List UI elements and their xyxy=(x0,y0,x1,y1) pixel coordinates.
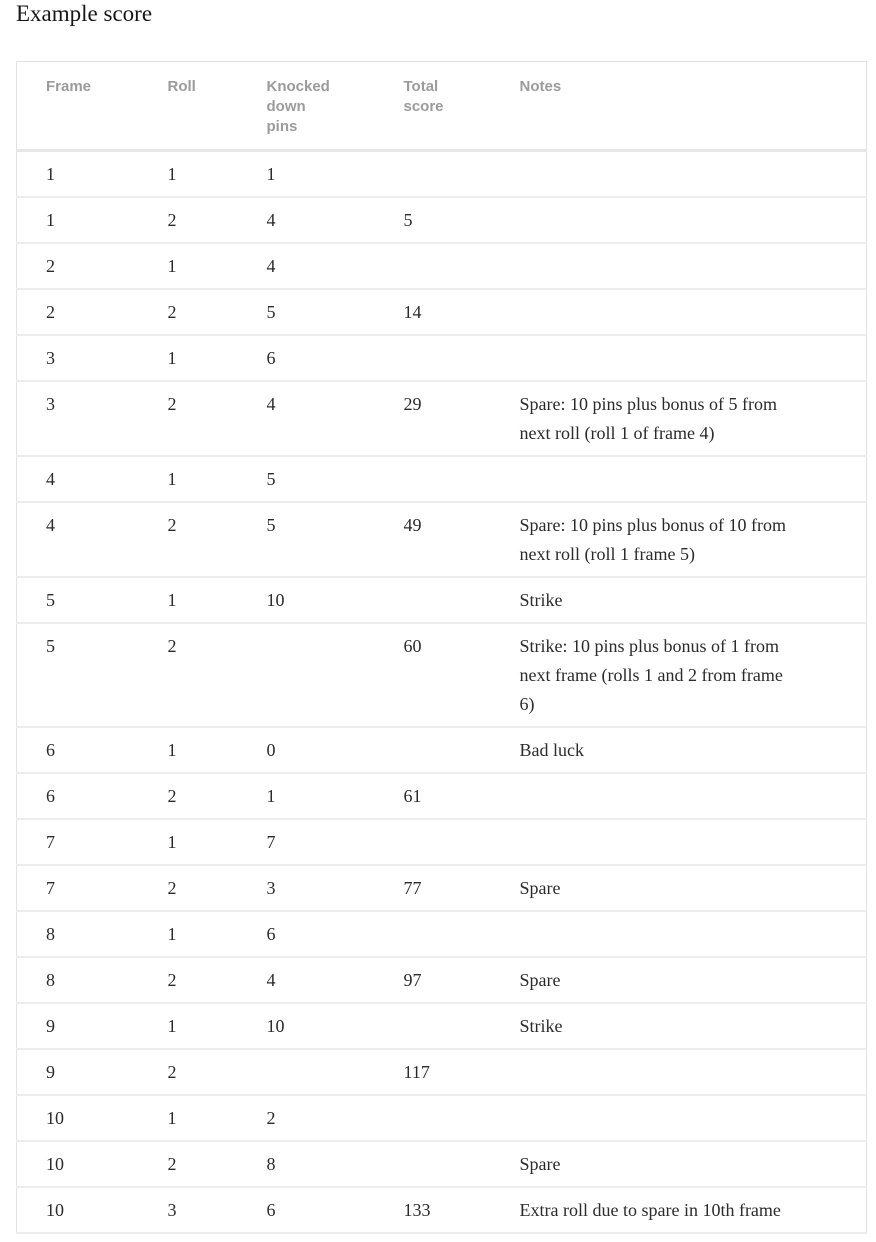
table-cell-notes: Spare xyxy=(491,957,867,1003)
column-header-total-score xyxy=(375,62,491,151)
table-cell-knocked-down-pins xyxy=(238,1049,375,1095)
table-row xyxy=(17,335,867,381)
table-cell-roll: 1 xyxy=(139,151,238,198)
table-cell-frame: 9 xyxy=(17,1049,139,1095)
table-row xyxy=(17,1187,867,1233)
table-cell-roll: 2 xyxy=(139,197,238,243)
table-cell-total-score: 5 xyxy=(375,197,491,243)
table-cell-total-score xyxy=(375,243,491,289)
table-cell-roll: 1 xyxy=(139,335,238,381)
table-cell-frame: 1 xyxy=(17,197,139,243)
table-row xyxy=(17,289,867,335)
table-row xyxy=(17,1049,867,1095)
table-cell-notes: Spare xyxy=(491,865,867,911)
table-cell-knocked-down-pins: 8 xyxy=(238,1141,375,1187)
table-cell-knocked-down-pins: 10 xyxy=(238,577,375,623)
table-cell-frame: 3 xyxy=(17,335,139,381)
table-row xyxy=(17,1003,867,1049)
table-cell-notes xyxy=(491,335,867,381)
column-header-roll xyxy=(139,62,238,151)
table-row xyxy=(17,957,867,1003)
table-cell-roll: 2 xyxy=(139,381,238,456)
table-row xyxy=(17,456,867,502)
table-row xyxy=(17,1141,867,1187)
table-cell-frame: 6 xyxy=(17,727,139,773)
table-cell-total-score xyxy=(375,151,491,198)
table-cell-notes xyxy=(491,911,867,957)
table-row xyxy=(17,865,867,911)
table-cell-roll: 2 xyxy=(139,502,238,577)
table-cell-knocked-down-pins: 7 xyxy=(238,819,375,865)
page-title: Example score xyxy=(16,1,153,26)
table-cell-roll: 1 xyxy=(139,1003,238,1049)
table-cell-roll: 1 xyxy=(139,1095,238,1141)
table-cell-roll: 1 xyxy=(139,456,238,502)
table-cell-knocked-down-pins: 4 xyxy=(238,197,375,243)
table-cell-notes xyxy=(491,1095,867,1141)
table-cell-notes: Strike: 10 pins plus bonus of 1 from next frame (rolls 1 and 2 from frame 6) xyxy=(491,623,867,727)
table-cell-frame: 4 xyxy=(17,456,139,502)
column-header-roll-label: Roll xyxy=(167,78,196,95)
table-row xyxy=(17,151,867,198)
table-cell-knocked-down-pins: 5 xyxy=(238,502,375,577)
table-cell-frame: 8 xyxy=(17,957,139,1003)
column-header-notes xyxy=(491,62,867,151)
table-cell-notes xyxy=(491,289,867,335)
table-cell-knocked-down-pins: 5 xyxy=(238,289,375,335)
table-cell-notes xyxy=(491,151,867,198)
table-cell-notes: Strike xyxy=(491,577,867,623)
table-cell-frame: 5 xyxy=(17,577,139,623)
table-cell-roll: 2 xyxy=(139,957,238,1003)
table-cell-total-score xyxy=(375,819,491,865)
table-cell-notes xyxy=(491,1049,867,1095)
table-cell-total-score: 77 xyxy=(375,865,491,911)
table-row xyxy=(17,911,867,957)
table-cell-notes: Spare: 10 pins plus bonus of 10 from next roll (roll 1 frame 5) xyxy=(491,502,867,577)
table-row xyxy=(17,197,867,243)
table-cell-notes xyxy=(491,819,867,865)
table-cell-roll: 1 xyxy=(139,243,238,289)
table-cell-roll: 1 xyxy=(139,727,238,773)
table-cell-roll: 2 xyxy=(139,865,238,911)
table-cell-frame: 8 xyxy=(17,911,139,957)
table-row xyxy=(17,623,867,727)
table-cell-frame: 10 xyxy=(17,1095,139,1141)
table-cell-total-score xyxy=(375,577,491,623)
table-cell-frame: 5 xyxy=(17,623,139,727)
table-cell-knocked-down-pins: 0 xyxy=(238,727,375,773)
table-cell-frame: 2 xyxy=(17,289,139,335)
table-cell-frame: 7 xyxy=(17,819,139,865)
column-header-knocked-down-pins-label: Knocked down pins xyxy=(266,78,330,135)
table-cell-frame: 9 xyxy=(17,1003,139,1049)
table-cell-notes xyxy=(491,773,867,819)
table-row xyxy=(17,577,867,623)
table-cell-notes xyxy=(491,243,867,289)
table-cell-total-score: 49 xyxy=(375,502,491,577)
table-cell-frame: 7 xyxy=(17,865,139,911)
table-cell-frame: 1 xyxy=(17,151,139,198)
table-cell-total-score: 29 xyxy=(375,381,491,456)
table-cell-knocked-down-pins: 10 xyxy=(238,1003,375,1049)
table-cell-roll: 2 xyxy=(139,1141,238,1187)
header-row xyxy=(17,62,867,151)
column-header-frame xyxy=(17,62,139,151)
table-cell-total-score: 117 xyxy=(375,1049,491,1095)
table-cell-knocked-down-pins: 5 xyxy=(238,456,375,502)
table-row xyxy=(17,727,867,773)
table-cell-roll: 2 xyxy=(139,773,238,819)
table-cell-knocked-down-pins: 3 xyxy=(238,865,375,911)
table-cell-notes: Strike xyxy=(491,1003,867,1049)
table-cell-total-score xyxy=(375,1141,491,1187)
table-cell-knocked-down-pins: 6 xyxy=(238,335,375,381)
table-cell-roll: 2 xyxy=(139,623,238,727)
table-cell-notes: Spare xyxy=(491,1141,867,1187)
table-cell-knocked-down-pins: 4 xyxy=(238,243,375,289)
column-header-frame-label: Frame xyxy=(46,78,92,95)
table-cell-knocked-down-pins: 4 xyxy=(238,957,375,1003)
table-cell-total-score xyxy=(375,727,491,773)
table-cell-roll: 2 xyxy=(139,1049,238,1095)
table-body xyxy=(17,151,867,1234)
score-table xyxy=(16,61,867,1234)
table-cell-roll: 3 xyxy=(139,1187,238,1233)
table-cell-total-score xyxy=(375,1095,491,1141)
table-cell-total-score xyxy=(375,456,491,502)
table-cell-knocked-down-pins xyxy=(238,623,375,727)
table-cell-total-score: 60 xyxy=(375,623,491,727)
table-row xyxy=(17,773,867,819)
table-cell-frame: 10 xyxy=(17,1141,139,1187)
table-cell-frame: 3 xyxy=(17,381,139,456)
table-cell-roll: 2 xyxy=(139,289,238,335)
table-cell-frame: 4 xyxy=(17,502,139,577)
table-row xyxy=(17,381,867,456)
table-cell-roll: 1 xyxy=(139,911,238,957)
table-cell-frame: 2 xyxy=(17,243,139,289)
table-cell-knocked-down-pins: 2 xyxy=(238,1095,375,1141)
table-cell-total-score xyxy=(375,1003,491,1049)
table-cell-roll: 1 xyxy=(139,819,238,865)
table-cell-frame: 10 xyxy=(17,1187,139,1233)
table-row xyxy=(17,1095,867,1141)
table-cell-total-score: 61 xyxy=(375,773,491,819)
table-row xyxy=(17,502,867,577)
table-cell-total-score: 14 xyxy=(375,289,491,335)
table-cell-notes: Extra roll due to spare in 10th frame xyxy=(491,1187,867,1233)
table-row xyxy=(17,819,867,865)
table-cell-total-score xyxy=(375,911,491,957)
table-cell-notes xyxy=(491,456,867,502)
table-cell-knocked-down-pins: 6 xyxy=(238,1187,375,1233)
table-cell-notes: Bad luck xyxy=(491,727,867,773)
table-cell-total-score: 133 xyxy=(375,1187,491,1233)
column-header-knocked-down-pins xyxy=(238,62,375,151)
table-cell-notes xyxy=(491,197,867,243)
table-cell-knocked-down-pins: 4 xyxy=(238,381,375,456)
column-header-total-score-label: Total score xyxy=(403,78,444,115)
table-cell-knocked-down-pins: 1 xyxy=(238,773,375,819)
table-cell-frame: 6 xyxy=(17,773,139,819)
table-cell-knocked-down-pins: 1 xyxy=(238,151,375,198)
table-cell-total-score: 97 xyxy=(375,957,491,1003)
column-header-notes-label: Notes xyxy=(519,78,562,95)
table-cell-knocked-down-pins: 6 xyxy=(238,911,375,957)
table-cell-total-score xyxy=(375,335,491,381)
table-cell-notes: Spare: 10 pins plus bonus of 5 from next roll (roll 1 of frame 4) xyxy=(491,381,867,456)
table-row xyxy=(17,243,867,289)
table-cell-roll: 1 xyxy=(139,577,238,623)
